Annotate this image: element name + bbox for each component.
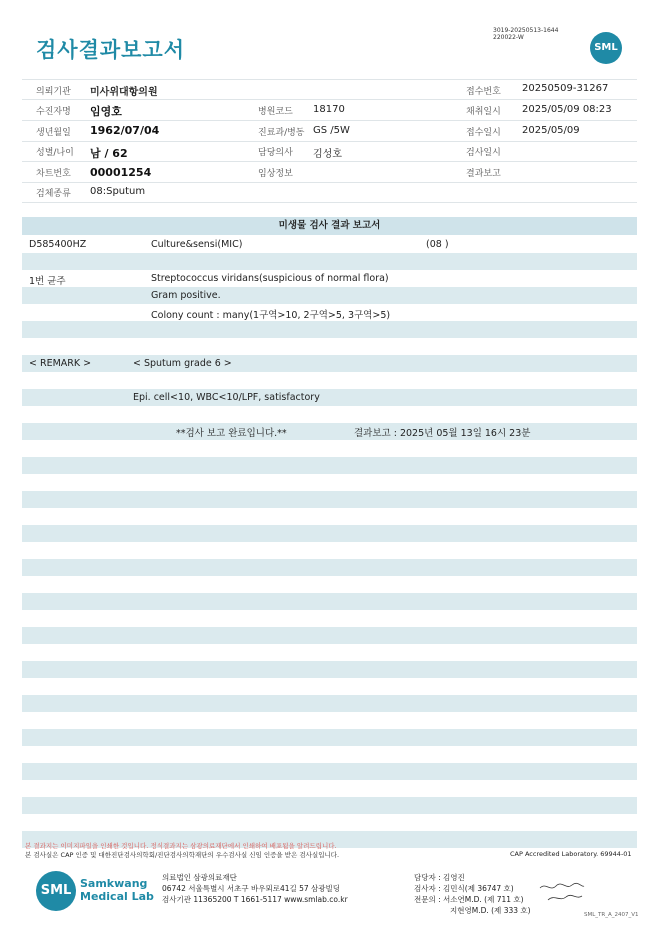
organization-info — [162, 872, 348, 905]
divider — [22, 79, 637, 80]
hospital-code-value: 18170 — [313, 104, 345, 115]
org-address: 06742 서울특별시 서초구 바우뫼로41길 57 삼광빌딩 — [162, 884, 341, 893]
organism-name: Streptococcus viridans(suspicious of normal flora) — [151, 273, 389, 284]
clinical-info-label: 임상정보 — [258, 169, 293, 179]
gram-stain: Gram positive. — [151, 290, 221, 301]
doctor-label: 담당의사 — [258, 148, 293, 158]
brand-line-2: Medical Lab — [80, 890, 154, 903]
remark-grade: < Sputum grade 6 > — [133, 358, 232, 369]
birth-label: 생년월일 — [36, 128, 71, 138]
divider — [22, 202, 637, 203]
receipt-no-value: 20250509-31267 — [522, 83, 609, 94]
document-id — [493, 27, 558, 41]
staff-manager: 담당자 : 김영진 — [414, 873, 465, 882]
signature-image — [538, 880, 586, 904]
row-band — [22, 763, 637, 780]
row-band — [22, 287, 637, 304]
row-band — [22, 389, 637, 406]
receipt-date-label: 접수일시 — [466, 128, 501, 138]
cap-accreditation: CAP Accredited Laboratory. 69944-01 — [510, 850, 632, 858]
receipt-no-label: 접수번호 — [466, 87, 501, 97]
sml-logo: SML — [590, 32, 622, 64]
collect-date-label: 채취일시 — [466, 107, 501, 117]
receipt-date-value: 2025/05/09 — [522, 125, 580, 136]
row-band — [22, 593, 637, 610]
sex-age-value: 남 / 62 — [90, 147, 128, 160]
print-notice: 본 결과지는 이미지파일을 인쇄한 것입니다. 정식결과지는 삼광의료재단에서 인쇄하여 배포됨을 알려드립니다. — [25, 842, 337, 850]
test-name: Culture&sensi(MIC) — [151, 239, 243, 250]
chart-no-value: 00001254 — [90, 166, 152, 179]
test-date-label: 검사일시 — [466, 148, 501, 158]
divider — [22, 120, 637, 121]
row-band — [22, 525, 637, 542]
brand-name — [80, 877, 154, 903]
form-code: SML_TR_A_2407_V1 — [584, 912, 639, 918]
report-time: 결과보고 : 2025년 05월 13일 16시 23분 — [354, 428, 531, 439]
row-band — [22, 797, 637, 814]
sml-footer-logo: SML — [36, 871, 76, 911]
sex-age-label: 성별/나이 — [36, 148, 74, 158]
divider — [22, 141, 637, 142]
report-complete: **검사 보고 완료입니다.** — [176, 428, 287, 439]
brand-line-1: Samkwang — [80, 877, 148, 890]
divider — [22, 182, 637, 183]
row-band — [22, 253, 637, 270]
row-band — [22, 457, 637, 474]
org-contact: 검사기관 11365200 T 1661-5117 www.smlab.co.kr — [162, 895, 348, 904]
test-code: D585400HZ — [29, 239, 87, 250]
staff-info — [414, 872, 531, 916]
chart-no-label: 차트번호 — [36, 169, 71, 179]
row-band — [22, 729, 637, 746]
patient-name-value: 임영호 — [90, 105, 122, 118]
accreditation-notice: 본 검사실은 CAP 인증 및 대한진단검사의학회/진단검사의학재단의 우수검사실 신임 인증을 받은 검사실입니다. — [25, 851, 340, 859]
institution-label: 의뢰기관 — [36, 87, 71, 97]
dept-value: GS /5W — [313, 125, 350, 136]
row-band — [22, 321, 637, 338]
specimen-label: 검체종류 — [36, 189, 71, 199]
colony-count: Colony count : many(1구역>10, 2구역>5, 3구역>5) — [151, 310, 391, 321]
dept-label: 진료과/병동 — [258, 128, 305, 138]
organism-label: 1번 균주 — [29, 276, 66, 287]
row-band — [22, 695, 637, 712]
collect-date-value: 2025/05/09 08:23 — [522, 104, 612, 115]
test-suffix: (08 ) — [426, 239, 449, 250]
patient-name-label: 수진자명 — [36, 107, 71, 117]
hospital-code-label: 병원코드 — [258, 107, 293, 117]
specimen-value: 08:Sputum — [90, 186, 146, 197]
row-band — [22, 355, 637, 372]
divider — [22, 99, 637, 100]
row-band — [22, 661, 637, 678]
staff-specialist-2: 지현영M.D. (제 333 호) — [450, 906, 531, 915]
report-section-title: 미생물 검사 결과 보고서 — [22, 217, 637, 235]
row-band — [22, 491, 637, 508]
document-id-line-2: 220022-W — [493, 34, 524, 41]
doctor-value: 김성호 — [313, 149, 342, 160]
document-id-line-1: 3019-20250513-1644 — [493, 27, 559, 34]
institution-value: 미사위대항의원 — [90, 87, 158, 98]
row-band — [22, 559, 637, 576]
divider — [22, 161, 637, 162]
row-band — [22, 627, 637, 644]
result-report-label: 결과보고 — [466, 169, 501, 179]
page-title: 검사결과보고서 — [36, 38, 186, 62]
row-band — [22, 423, 637, 440]
staff-specialist-1: 전문의 : 서소연M.D. (제 711 호) — [414, 895, 524, 904]
org-name: 의료법인 삼광의료재단 — [162, 873, 237, 882]
birth-value: 1962/07/04 — [90, 124, 160, 137]
staff-examiner: 검사자 : 김민식(제 36747 호) — [414, 884, 514, 893]
remark-detail: Epi. cell<10, WBC<10/LPF, satisfactory — [133, 392, 320, 403]
remark-label: < REMARK > — [29, 358, 92, 369]
